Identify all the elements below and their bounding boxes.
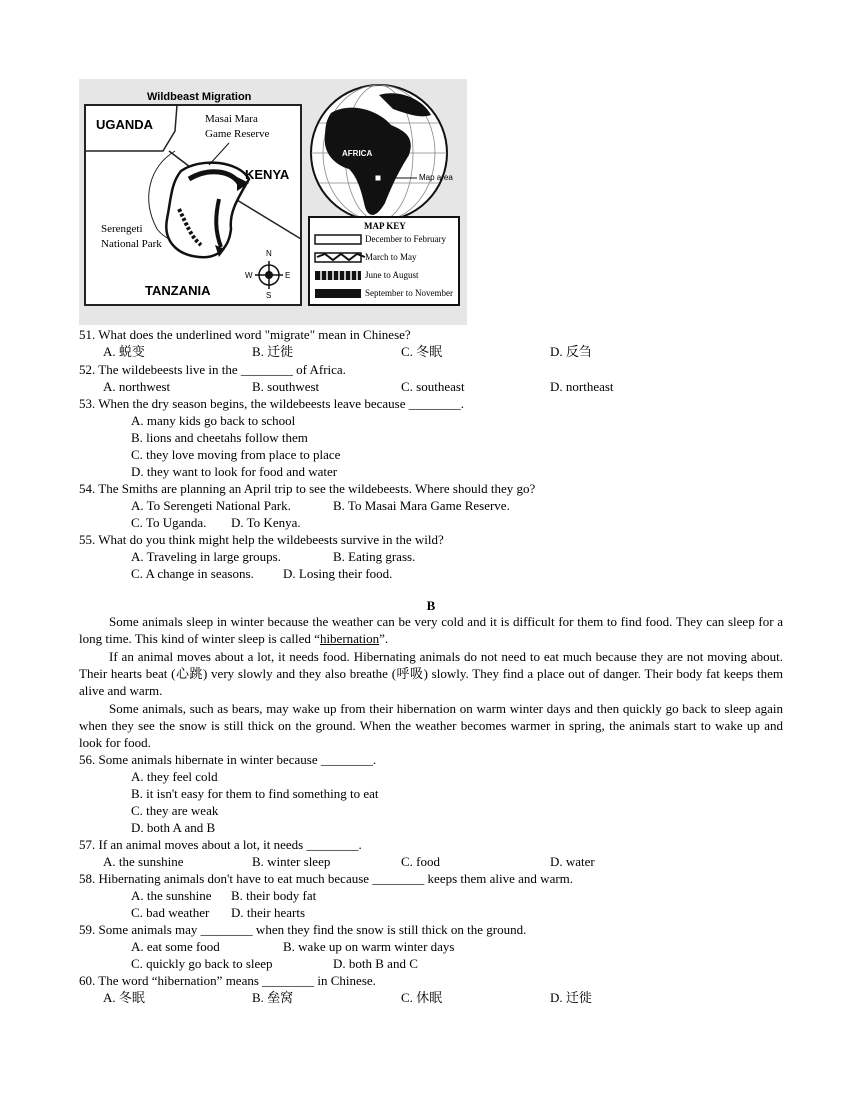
compass-w: W [245,271,253,280]
option-51d: D. 反刍 [550,344,592,359]
map-label-kenya: KENYA [245,167,290,182]
question-56: 56. Some animals hibernate in winter because ________. [79,752,377,767]
option-53a: A. many kids go back to school [131,413,296,428]
migration-map [79,79,467,325]
option-51b: B. 迁徙 [252,344,294,359]
question-60: 60. The word “hibernation” means ________ in Chinese. [79,973,376,988]
option-58b: B. their body fat [231,888,317,903]
paragraph-1-text: Some animals sleep in winter because the weather can be very cold and it is difficult for them to find food. They can sleep for a long time. This kind of winter sleep is called “ [79,614,783,646]
option-59b: B. wake up on warm winter days [283,939,455,954]
option-57a: A. the sunshine [103,854,184,869]
question-59: 59. Some animals may ________ when they find the snow is still thick on the ground. [79,922,527,937]
map-title: Wildbeast Migration [147,91,252,103]
compass-s: S [266,291,272,300]
option-51a: A. 蜕变 [103,344,145,359]
option-52b: B. southwest [252,379,320,394]
question-54: 54. The Smiths are planning an April trip to see the wildebeests. Where should they go? [79,481,536,496]
option-59a: A. eat some food [131,939,220,954]
passage-paragraph-2: If an animal moves about a lot, it needs food. Hibernating animals do not need to eat much because they are not moving about. Their hearts beat (心跳) very slowly and they also breathe (呼吸) slowly. They find a place out of danger. Their body fat keeps them alive and warm. [79,649,783,698]
option-60c: C. 休眠 [401,990,443,1005]
option-60d: D. 迁徙 [550,990,592,1005]
option-60a: A. 冬眠 [103,990,145,1005]
option-57c: C. food [401,854,440,869]
map-key-item: June to August [365,270,419,280]
globe-label-africa: AFRICA [342,149,373,158]
paragraph-1-end: ”. [379,631,389,646]
option-53c: C. they love moving from place to place [131,447,341,462]
option-55b: B. Eating grass. [333,549,416,564]
option-54d: D. To Kenya. [231,515,301,530]
option-51c: C. 冬眠 [401,344,443,359]
compass-e: E [285,271,291,280]
option-56d: D. both A and B [131,820,216,835]
option-57d: D. water [550,854,595,869]
map-label-serengeti-line1: Serengeti [101,223,143,235]
section-heading-b: B [426,598,436,613]
option-55a: A. Traveling in large groups. [131,549,281,564]
option-55d: D. Losing their food. [283,566,393,581]
option-58c: C. bad weather [131,905,210,920]
question-53: 53. When the dry season begins, the wildebeests leave because ________. [79,396,464,411]
question-58: 58. Hibernating animals don't have to eat much because ________ keeps them alive and warm. [79,871,574,886]
question-57: 57. If an animal moves about a lot, it needs ________. [79,837,362,852]
globe-label-map-area: Map area [419,173,453,182]
option-56a: A. they feel cold [131,769,218,784]
map-label-serengeti-line2: National Park [101,238,162,250]
map-key-title: MAP KEY [364,221,406,231]
option-57b: B. winter sleep [252,854,331,869]
option-60b: B. 垒窝 [252,990,294,1005]
map-key-item: December to February [365,234,446,244]
question-55: 55. What do you think might help the wildebeests survive in the wild? [79,532,444,547]
map-label-masai-line2: Game Reserve [205,128,270,140]
map-label-masai-line1: Masai Mara [205,113,258,125]
option-53b: B. lions and cheetahs follow them [131,430,308,445]
map-label-uganda: UGANDA [96,117,154,132]
option-54c: C. To Uganda. [131,515,207,530]
option-59d: D. both B and C [333,956,418,971]
option-55c: C. A change in seasons. [131,566,254,581]
option-56b: B. it isn't easy for them to find something to eat [131,786,379,801]
option-59c: C. quickly go back to sleep [131,956,273,971]
option-58a: A. the sunshine [131,888,212,903]
map-label-tanzania: TANZANIA [145,283,211,298]
map-key-item: September to November [365,288,453,298]
option-54b: B. To Masai Mara Game Reserve. [333,498,510,513]
map-key-item: March to May [365,252,417,262]
option-52c: C. southeast [401,379,465,394]
option-53d: D. they want to look for food and water [131,464,338,479]
question-51: 51. What does the underlined word "migrate" mean in Chinese? [79,327,411,342]
option-52d: D. northeast [550,379,614,394]
option-54a: A. To Serengeti National Park. [131,498,291,513]
question-52: 52. The wildebeests live in the ________ of Africa. [79,362,346,377]
option-52a: A. northwest [103,379,171,394]
passage-paragraph-3: Some animals, such as bears, may wake up from their hibernation on warm winter days and then quickly go back to sleep again when they see the snow is still thick on the ground. When the weather becomes warmer in spring, the animals start to wake up and look for food. [79,701,783,750]
option-58d: D. their hearts [231,905,306,920]
option-56c: C. they are weak [131,803,219,818]
passage-paragraph-1 [79,613,783,647]
underlined-word-hibernation: hibernation [319,631,380,646]
compass-n: N [266,249,272,258]
